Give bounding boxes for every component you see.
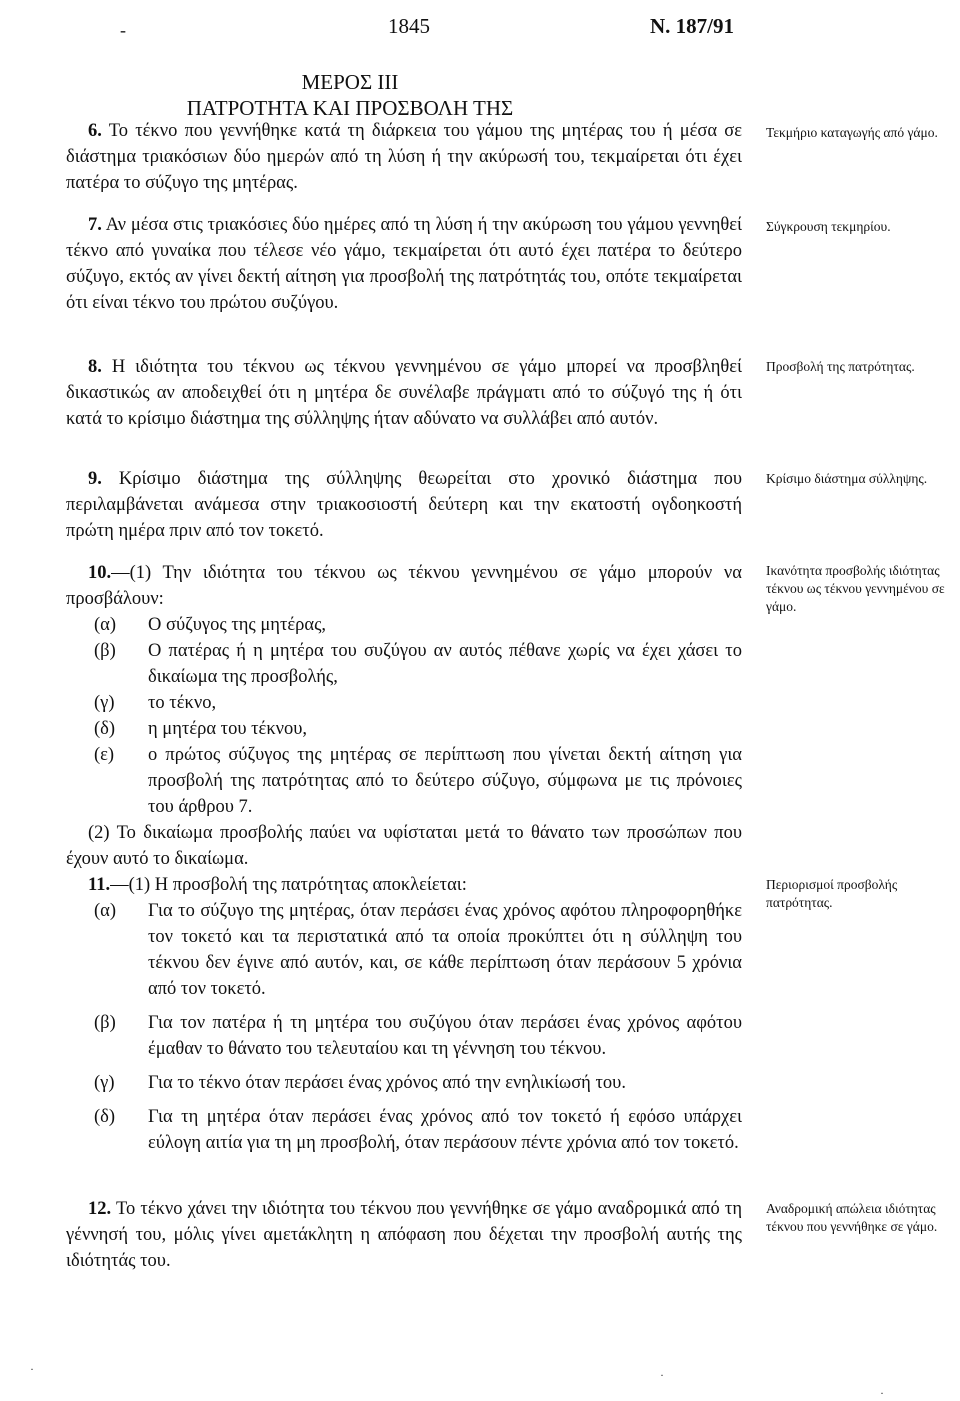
section-intro: —(1) Η προσβολή της πατρότητας αποκλείεται: (110, 875, 467, 895)
list-item (66, 1104, 742, 1156)
section-10 (66, 560, 742, 872)
scan-artifact: · (660, 1368, 664, 1382)
margin-note-8: Προσβολή της πατρότητας. (766, 359, 915, 374)
part-title: ΜΕΡΟΣ III (301, 70, 399, 94)
item-text: το τέκνο, (148, 693, 217, 713)
item-text: Ο πατέρας ή η μητέρα του συζύγου αν αυτός πέθανε χωρίς να έχει χάσει το δικαίωμα της προσβολής, (148, 641, 742, 687)
section-number: 11. (88, 875, 111, 895)
section-7 (66, 212, 742, 316)
item-label: (β) (94, 1013, 116, 1033)
margin-note-9: Κρίσιμο διάστημα σύλληψης. (766, 471, 928, 486)
list-item (66, 898, 742, 1002)
section-text: Το τέκνο που γεννήθηκε κατά τη διάρκεια του γάμου της μητέρας του ή μέσα σε διάστημα τριακόσιων δύο ημερών από τη λύση ή την ακύρωσή του, τεκμαίρεται ότι έχει πατέρα το σύζυγο της μητέρας. (66, 121, 742, 193)
item-text: Για το τέκνο όταν περάσει ένας χρόνος από την ενηλικίωσή του. (148, 1073, 626, 1093)
item-text: Για τη μητέρα όταν περάσει ένας χρόνος από τον τοκετό ή εφόσο υπάρχει εύλογη αιτία για τη μη προσβολή, όταν περάσουν πέντε χρόνια από τον τοκετό. (148, 1107, 742, 1153)
list-item (66, 1070, 742, 1096)
list-item (66, 638, 742, 690)
margin-note-11: Περιορισμοί προσβολής πατρότητας. (766, 877, 898, 910)
section-text: Η ιδιότητα του τέκνου ως τέκνου γεννημένου σε γάμο μπορεί να προσβληθεί δικαστικώς αν αποδειχθεί ότι η μητέρα δε συνέλαβε πράγματι από το σύζυγό της ή ότι κατά το κρίσιμο διάστημα της σύλληψης ήταν αδύνατο να συλλάβει από αυτόν. (66, 357, 743, 429)
section-number: 12. (88, 1199, 112, 1219)
section-number: 10. (88, 563, 112, 583)
item-text: Για το σύζυγο της μητέρας, όταν περάσει ένας χρόνος αφότου πληροφορηθήκε τον τοκετό και τα περιστατικά από τα οποία προκύπτει ότι η σύλληψη του τέκνου δεν έγινε από αυτόν, και, σε κάθε περίπτωση όταν περάσουν 5 χρόνια από τον τοκετό. (148, 901, 742, 999)
list-item (66, 1010, 742, 1062)
margin-note-10: Ικανότητα προσβολής ιδιότητας τέκνου ως τέκνου γεννημένου σε γάμο. (766, 563, 945, 614)
item-label: (γ) (94, 693, 115, 713)
section-number: 6. (88, 121, 102, 141)
item-label: (γ) (94, 1073, 115, 1093)
margin-note-7: Σύγκρουση τεκμηρίου. (766, 219, 891, 234)
section-11 (66, 872, 742, 1156)
item-label: (δ) (94, 1107, 116, 1127)
section-9 (66, 466, 742, 544)
scan-artifact: · (30, 1362, 34, 1376)
page-number: 1845 (388, 14, 430, 38)
list-item (66, 716, 742, 742)
item-label: (β) (94, 641, 116, 661)
list-item (66, 742, 742, 820)
item-text: Ο σύζυγος της μητέρας, (148, 615, 327, 635)
section-number: 8. (88, 357, 102, 377)
item-label: (ε) (94, 745, 115, 765)
scan-artifact: - (120, 20, 126, 40)
list-item (66, 612, 742, 638)
margin-note-12: Αναδρομική απώλεια ιδιότητας τέκνου που γεννήθηκε σε γάμο. (766, 1201, 938, 1234)
section-12 (66, 1196, 742, 1274)
section-subsection-2: (2) Το δικαίωμα προσβολής παύει να υφίσταται μετά το θάνατο των προσώπων που έχουν αυτό το δικαίωμα. (66, 823, 742, 869)
item-label: (α) (94, 615, 117, 635)
section-6 (66, 118, 742, 196)
section-number: 7. (88, 215, 102, 235)
section-intro: —(1) Την ιδιότητα του τέκνου ως τέκνου γεννημένου σε γάμο μπορούν να προσβάλουν: (66, 563, 742, 609)
list-item (66, 690, 742, 716)
item-label: (δ) (94, 719, 116, 739)
section-text: Αν μέσα στις τριακόσιες δύο ημέρες από τη λύση ή την ακύρωση του γάμου γεννηθεί τέκνο από γυναίκα που τέλεσε νέο γάμο, τεκμαίρεται ότι αυτό έχει πατέρα το δεύτερο σύζυγο, εκτός αν γίνει δεκτή αίτηση για προσβολή της πατρότητάς του, οπότε τεκμαίρεται ότι είναι τέκνο του πρώτου συζύγου. (66, 215, 742, 313)
item-text: ο πρώτος σύζυγος της μητέρας σε περίπτωση που γίνεται δεκτή αίτηση για προσβολή της πατρότητας από το δεύτερο σύζυγο, σύμφωνα με τις πρόνοιες του άρθρου 7. (148, 745, 742, 817)
section-number: 9. (88, 469, 102, 489)
section-text: Το τέκνο χάνει την ιδιότητα του τέκνου που γεννήθηκε σε γάμο αναδρομικά από τη γέννησή του, μόλις γίνει αμετάκλητη η απόφαση που δέχεται την προσβολή αυτής της ιδιότητάς του. (66, 1199, 743, 1271)
item-text: Για τον πατέρα ή τη μητέρα του συζύγου όταν περάσει ένας χρόνος αφότου έμαθαν το θάνατο του τελευταίου και τη γέννηση του τέκνου. (148, 1013, 742, 1059)
item-label: (α) (94, 901, 117, 921)
gazette-reference: Ν. 187/91 (650, 14, 734, 38)
margin-note-6: Τεκμήριο καταγωγής από γάμο. (766, 125, 938, 140)
item-text: η μητέρα του τέκνου, (148, 719, 308, 739)
part-subtitle: ΠΑΤΡΟΤΗΤΑ ΚΑΙ ΠΡΟΣΒΟΛΗ ΤΗΣ (186, 96, 514, 120)
scan-artifact: · (880, 1386, 884, 1400)
section-8 (66, 354, 742, 432)
section-text: Κρίσιμο διάστημα της σύλληψης θεωρείται στο χρονικό διάστημα που περιλαμβάνεται ανάμεσα στην τριακοσιοστή δεύτερη και την εκατοστή ογδοηκοστή πρώτη ημέρα πριν από τον τοκετό. (66, 469, 743, 541)
